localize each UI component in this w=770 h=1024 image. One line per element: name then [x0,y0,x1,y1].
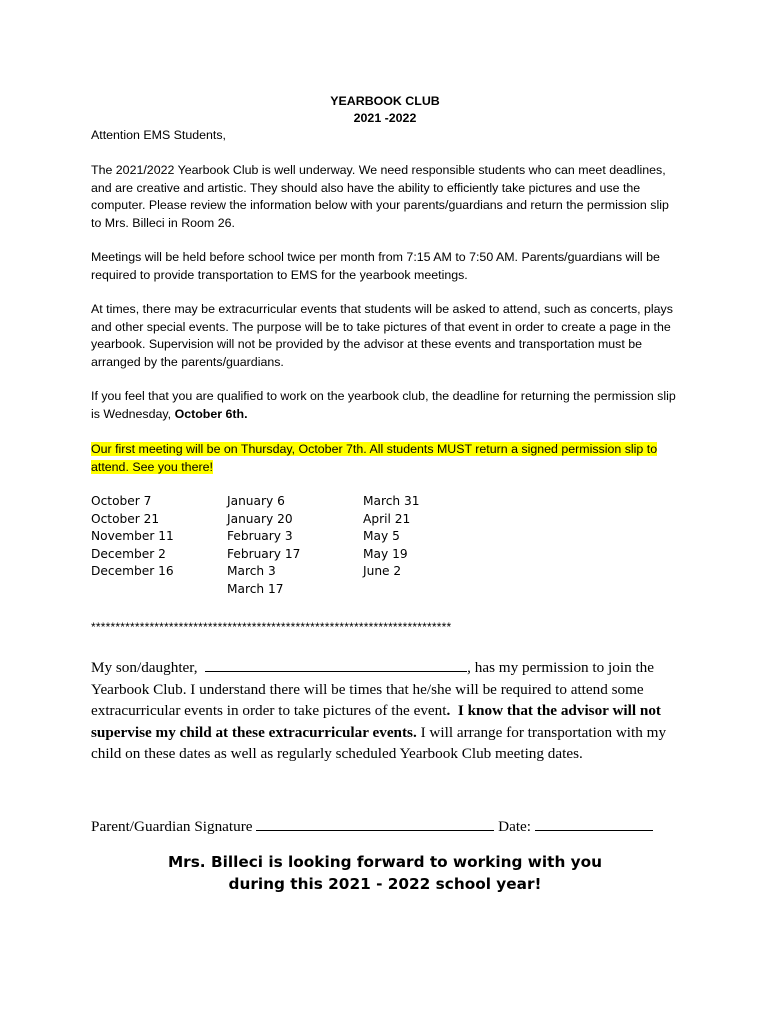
dates-column-3 [363,493,420,581]
meeting-date: January 6 [227,494,285,508]
meeting-date: January 20 [227,511,293,526]
meeting-date: March 17 [227,581,284,596]
permission-prefix: My son/daughter, [91,659,198,676]
salutation: Attention EMS Students, [91,128,226,142]
meeting-date: December 16 [91,564,174,578]
deadline-text: If you feel that you are qualified to work on the yearbook club, the deadline for returning the permission slip is Wednesday, [91,389,676,421]
permission-body: , has my permission to join the Yearbook Club. I understand there will be times that he/she will be required to attend some extracurricular events in order to take pictures of the event [91,659,655,719]
deadline-paragraph [91,388,681,423]
title-school-year: 2021 -2022 [353,111,417,125]
permission-suffix: I will arrange for transportation with my child on these dates as well as regularly scheduled Yearbook Club meeting dates. [91,723,667,762]
first-meeting-notice [91,441,681,476]
document-title [0,93,770,127]
dates-column-2 [227,493,300,598]
dates-column-1 [91,493,174,581]
deadline-date: October 6th. [174,406,248,421]
parent-signature-label: Parent/Guardian Signature [91,818,253,835]
advisor-disclaimer: I know that the advisor will not supervise my child at these extracurricular events. [91,702,661,741]
meeting-date: March 3 [227,564,276,578]
first-meeting-highlight: Our first meeting will be on Thursday, October 7th. All students MUST return a signed permission slip to attend. See you there! [91,442,658,474]
signature-date-field[interactable] [535,816,653,831]
closing-message [0,851,770,895]
meeting-date: May 5 [363,529,400,543]
closing-line-1: Mrs. Billeci is looking forward to working with you [167,853,603,871]
meeting-date: October 21 [91,511,160,526]
meeting-date: April 21 [363,511,411,526]
date-label: Date: [498,818,532,835]
meeting-date: March 31 [363,494,420,508]
student-name-field[interactable] [205,657,467,672]
intro-paragraph: The 2021/2022 Yearbook Club is well underway. We need responsible students who can meet deadlines, and are creative and artistic. They should also have the ability to efficiently take pictures and use the computer. Please review the information below with your parents/guardians and return the permission slip to Mrs. Billeci in Room 26. [91,163,669,230]
meeting-date: October 7 [91,494,152,508]
meeting-date: June 2 [363,564,402,578]
meeting-date: November 11 [91,529,174,543]
meeting-date: May 19 [363,546,408,561]
parent-signature-field[interactable] [256,816,494,831]
signature-line [91,816,691,838]
permission-statement: My son/daughter, , has my permission to join the Yearbook Club. I understand there will be times that he/she will be required to attend some extracurricular events in order to take pictures of the event. I know that the advisor will not supervise my child at these extracurricular events. I will arrange for transportation with my child on these dates as well as regularly scheduled Yearbook Club meeting dates. [91,659,667,762]
meeting-date: February 17 [227,546,301,561]
closing-line-2: during this 2021 - 2022 school year! [228,875,542,893]
meeting-date: December 2 [91,546,166,561]
meeting-date: February 3 [227,529,293,543]
events-paragraph: At times, there may be extracurricular events that students will be asked to attend, such as concerts, plays and other special events. The purpose will be to take pictures of that event in order to create a page in the yearbook. Supervision will not be provided by the advisor at these events and transportation must be arranged by the parents/guardians. [91,302,673,369]
meetings-paragraph: Meetings will be held before school twice per month from 7:15 AM to 7:50 AM. Parents/guardians will be required to provide transportation to EMS for the yearbook meetings. [91,250,660,282]
title-club-name: YEARBOOK CLUB [330,94,440,108]
separator-line: ************************************************************************** [91,620,452,634]
